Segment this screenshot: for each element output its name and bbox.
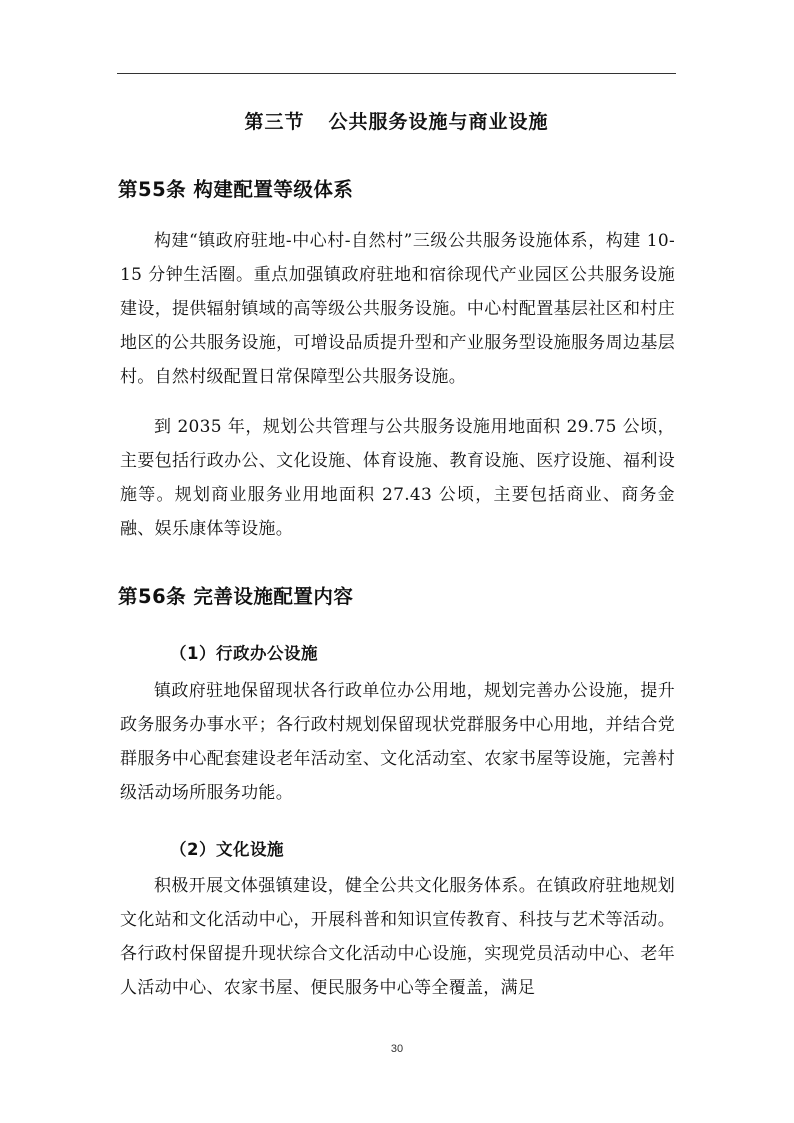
- article-55-heading: 第55条 构建配置等级体系: [118, 178, 354, 201]
- article-55-paragraph-2: 到 2035 年，规划公共管理与公共服务设施用地面积 29.75 公顷，主要包括行政办公、文化设施、体育设施、教育设施、医疗设施、福利设施等。规划商业服务业用地面积 27.43 公顷，主要包括商业、商务金融、娱乐康体等设施。: [120, 417, 675, 539]
- section-name: 公共服务设施与商业设施: [328, 111, 549, 133]
- page-number: 30: [390, 1043, 404, 1055]
- article-55-paragraph-1: 构建“镇政府驻地-中心村-自然村”三级公共服务设施体系，构建 10-15 分钟生活圈。重点加强镇政府驻地和宿徐现代产业园区公共服务设施建设，提供辐射镇域的高等级公共服务设施。中心村配置基层社区和村庄地区的公共服务设施，可增设品质提升型和产业服务型设施服务周边基层村。自然村级配置日常保障型公共服务设施。: [120, 231, 675, 387]
- article-56-heading: 第56条 完善设施配置内容: [118, 585, 354, 608]
- subsection-paragraph: 积极开展文体强镇建设，健全公共文化服务体系。在镇政府驻地规划文化站和文化活动中心，开展科普和知识宣传教育、科技与艺术等活动。各行政村保留提升现状综合文化活动中心设施，实现党员活动中心、老年人活动中心、农家书屋、便民服务中心等全覆盖，满足: [120, 876, 675, 998]
- section-title: [117, 107, 676, 134]
- subsection-title: （1）行政办公设施: [170, 644, 318, 663]
- subsection-paragraph: 镇政府驻地保留现状各行政单位办公用地，规划完善办公设施，提升政务服务办事水平；各行政村规划保留现状党群服务中心用地，并结合党群服务中心配套建设老年活动室、文化活动室、农家书屋等设施，完善村级活动场所服务功能。: [120, 681, 675, 803]
- subsection-title: （2）文化设施: [170, 840, 284, 859]
- section-label: 第三节: [244, 111, 305, 133]
- header-rule: [117, 73, 676, 74]
